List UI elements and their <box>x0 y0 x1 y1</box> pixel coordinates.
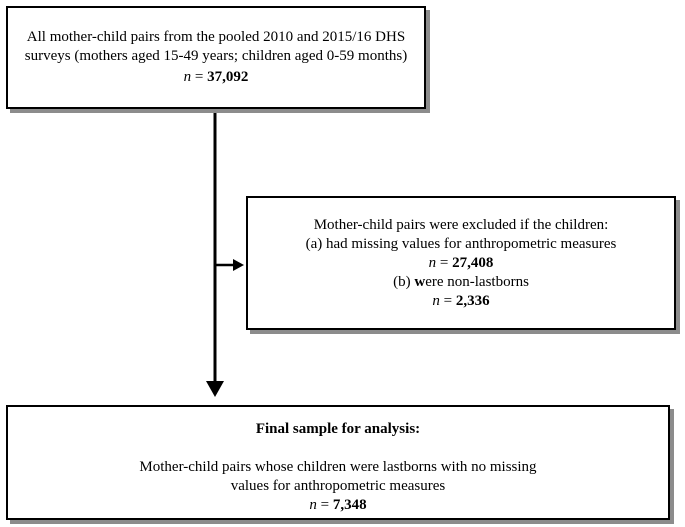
equals-sign: = <box>436 255 453 271</box>
final-sample-n-value: 7,348 <box>332 497 367 513</box>
n-symbol: n <box>428 255 437 271</box>
n-symbol: n <box>309 497 317 513</box>
arrow-head-right <box>233 259 244 271</box>
arrow-head-down <box>206 381 224 397</box>
exclusion-criterion-b <box>248 273 674 292</box>
criterion-b-bold-letter: w <box>414 274 426 290</box>
exclusion-heading: Mother-child pairs were excluded if the children: <box>313 217 609 233</box>
criterion-b-rest: ere non-lastborns <box>425 274 529 290</box>
equals-sign: = <box>316 497 333 513</box>
exclusion-b-n-value: 2,336 <box>455 293 490 309</box>
all-pairs-n-value: 37,092 <box>207 69 249 85</box>
final-sample-box <box>6 405 670 520</box>
final-sample-title: Final sample for analysis: <box>255 421 421 437</box>
all-pairs-line-2: surveys (mothers aged 15-49 years; children aged 0-59 months) <box>24 48 408 64</box>
exclusion-box <box>246 196 676 330</box>
all-pairs-count <box>8 68 424 87</box>
final-sample-line-1: Mother-child pairs whose children were lastborns with no missing <box>139 459 537 475</box>
equals-sign: = <box>439 293 456 309</box>
all-pairs-box <box>6 6 426 109</box>
n-symbol: n <box>183 69 192 85</box>
n-symbol: n <box>432 293 440 309</box>
all-pairs-line-1: All mother-child pairs from the pooled 2010 and 2015/16 DHS <box>26 29 406 45</box>
final-sample-count <box>8 496 668 515</box>
equals-sign: = <box>191 69 208 85</box>
final-sample-line-2: values for anthropometric measures <box>230 478 446 494</box>
exclusion-criterion-a: (a) had missing values for anthropometric measures <box>305 236 617 252</box>
exclusion-a-n-value: 27,408 <box>452 255 494 271</box>
criterion-b-prefix: (b) <box>393 274 415 290</box>
exclusion-count-a <box>248 254 674 273</box>
exclusion-count-b <box>248 292 674 311</box>
